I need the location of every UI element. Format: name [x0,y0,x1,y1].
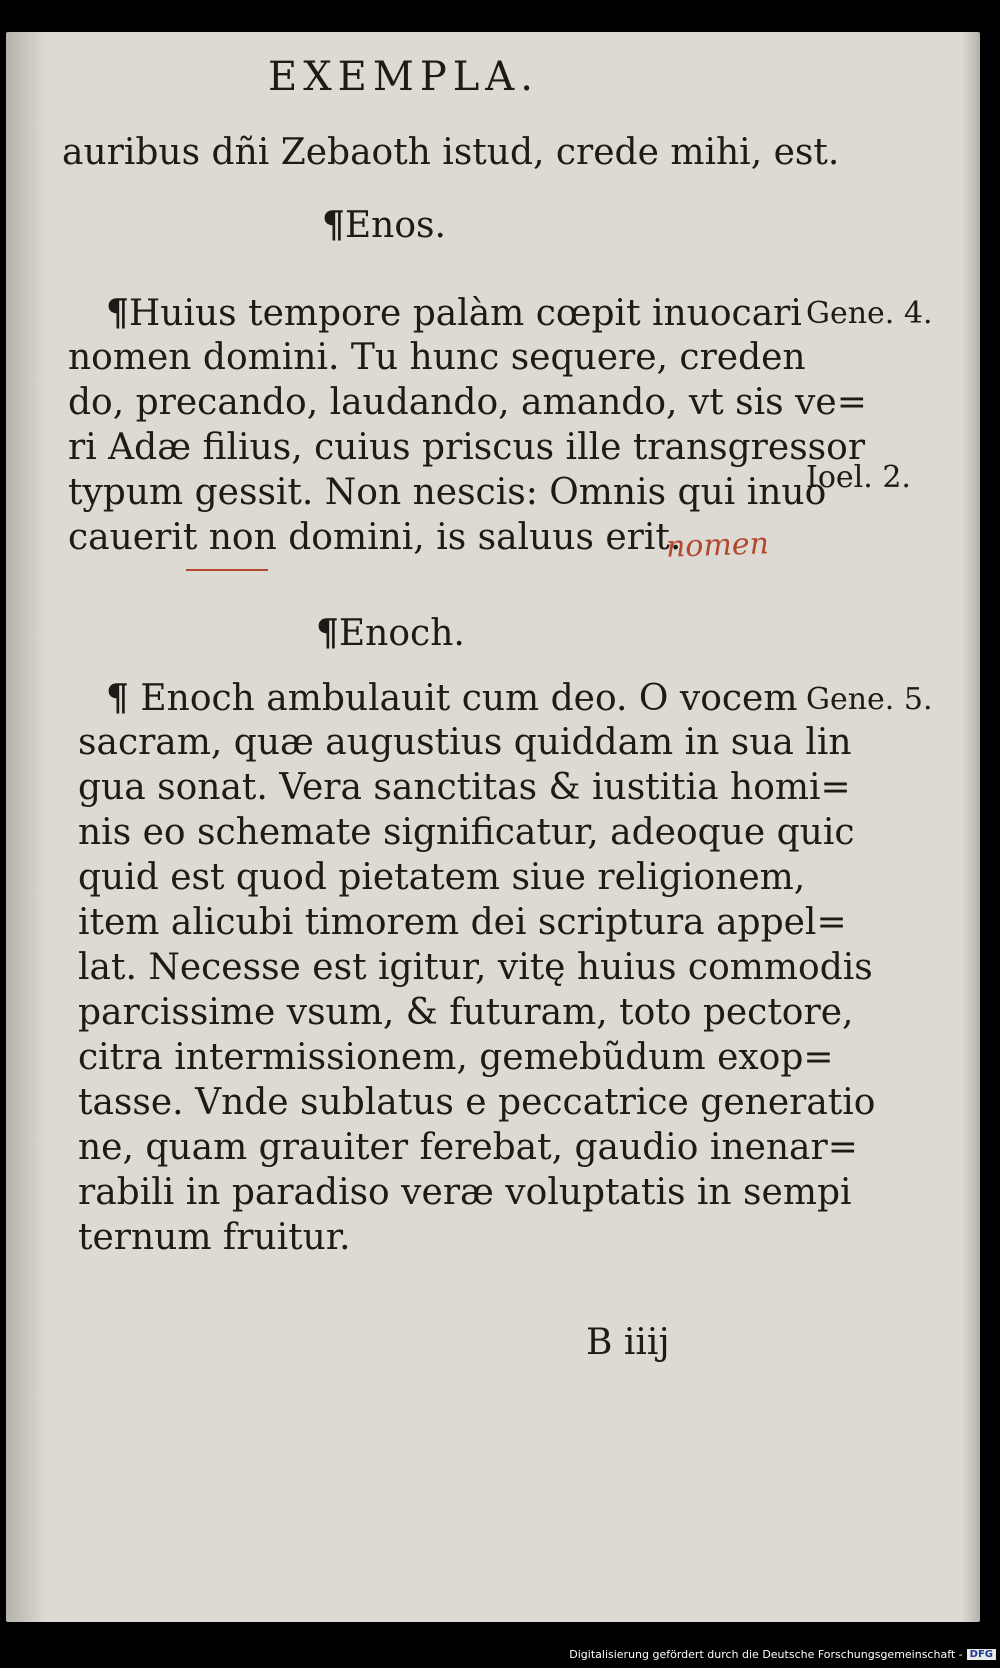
paragraph-line: sacram, quæ augustius quiddam in sua lin [78,722,852,763]
pilcrow-icon: ¶ [322,204,345,246]
paragraph-line: item alicubi timorem dei scriptura appel= [78,902,847,943]
pilcrow-icon: ¶ [106,292,129,334]
paragraph-line: ri Adæ filius, cuius priscus ille transgressor [68,427,866,468]
paragraph-line: ne, quam grauiter ferebat, gaudio inenar= [78,1127,858,1168]
paragraph-line: nomen domini. Tu hunc sequere, creden [68,337,806,378]
paragraph-line: nis eo schemate significatur, adeoque quic [78,812,855,853]
paragraph-line: quid est quod pietatem siue religionem, [78,857,806,898]
manuscript-annotation: nomen [665,526,770,565]
pilcrow-icon: ¶ [106,677,129,719]
dfg-logo: DFG [967,1649,996,1660]
paragraph-line [106,292,802,334]
paragraph-line: cauerit non domini, is saluus erit. [68,517,682,558]
paragraph-line: parcissime vsum, & futuram, toto pectore, [78,992,854,1033]
margin-note: Ioel. 2. [806,460,911,495]
strikethrough-mark [186,569,268,571]
footer-text: Digitalisierung gefördert durch die Deutsche Forschungsgemeinschaft - [569,1647,963,1661]
margin-note: Gene. 5. [806,682,933,717]
book-page [6,32,980,1622]
pilcrow-icon: ¶ [316,612,339,654]
paragraph-line [106,677,797,719]
text-line: auribus dñi Zebaoth istud, crede mihi, est. [62,132,840,173]
line-text: Enoch ambulauit cum deo. O vocem [140,678,798,719]
footer-credit [569,1645,996,1663]
paragraph-line: lat. Necesse est igitur, vitę huius commodis [78,947,873,988]
paragraph-line: ternum fruitur. [78,1217,351,1258]
signature-mark: B iiij [586,1322,670,1363]
paragraph-line: rabili in paradiso veræ voluptatis in sempi [78,1172,852,1213]
margin-note: Gene. 4. [806,296,933,331]
heading-text: Enoch. [338,613,465,654]
paragraph-line: citra intermissionem, gemebũdum exop= [78,1037,834,1078]
paragraph-line: gua sonat. Vera sanctitas & iustitia homi= [78,767,851,808]
section-heading-enoch [316,612,465,654]
paragraph-line: do, precando, laudando, amando, vt sis ve= [68,382,867,423]
line-text: Huius tempore palàm cœpit inuocari [128,293,802,334]
section-heading-enos [322,204,446,246]
paragraph-line: typum gessit. Non nescis: Omnis qui inuo [68,472,827,513]
running-title: EXEMPLA. [268,54,539,100]
heading-text: Enos. [344,205,446,246]
paragraph-line: tasse. Vnde sublatus e peccatrice generatio [78,1082,876,1123]
